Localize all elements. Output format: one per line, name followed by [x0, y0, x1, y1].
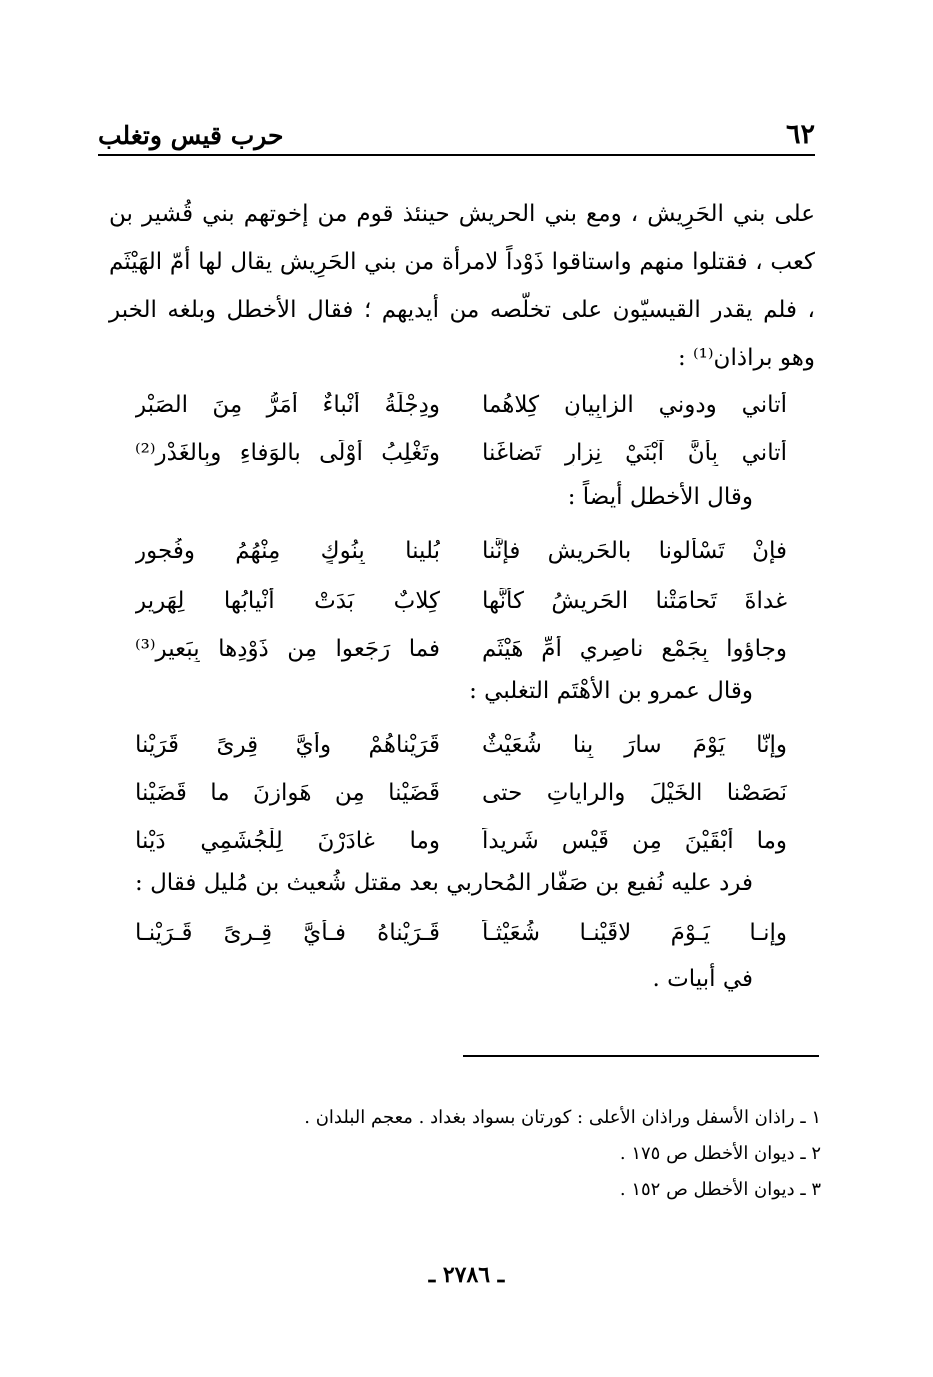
verse-first-hemistich: وإنّا يَوْمَ سارَ بِنا شُعَيْثٌ	[482, 732, 787, 758]
page-number: ٦٢	[785, 119, 815, 150]
page-header	[98, 112, 815, 156]
paragraph-intro: على بني الحَرِيش ، ومع بني الحريش حينئذ قوم من إخوتهم بني قُشير بن كعب ، فقتلوا منهم واستاقوا ذَوْداً لامرأة من بني الحَرِيش يقال لها أمّ الهَيْثَم ، فلم يقدر القيسيّون على تخلّصه من أيديهم ؛ فقال الأخطل وبلغه الخبر وهو براذان⁽¹⁾ :	[109, 201, 815, 371]
verse-first-hemistich: غداةَ تَحامَتْنا الحَريشُ كأنَّها	[482, 588, 787, 614]
verse-first-hemistich: فإنْ تَسْألونا بالحَريشِ فإنَّنا	[482, 538, 787, 564]
running-title: حرب قيس وتغلب	[98, 121, 284, 150]
verse-first-hemistich: نَصَصْنا الخَيْلَ والراياتِ حتى	[482, 780, 787, 806]
verse-first-hemistich: وجاؤوا بِجَمْعٍ ناصِري أمِّ هَيْثَمٍ	[482, 636, 787, 662]
footnote: ٣ ـ ديوان الأخطل ص ١٥٢ .	[619, 1179, 821, 1200]
verse-second-hemistich: بُلينا بِنُوكٍ مِنْهُمُ وفُجورِ	[135, 538, 440, 564]
verse-first-hemistich: وإنـا يَـوْمَ لاقَيْنـا شُعَيْثـاً	[482, 920, 787, 946]
footnote: ١ ـ راذان الأسفل وراذان الأعلى : كورتان بسواد بغداد . معجم البلدان .	[304, 1107, 821, 1128]
verse-first-hemistich: وما أبْقَيْنَ مِن قَيْسٍ شَريداً	[482, 828, 787, 854]
verse-second-hemistich: قَـرَيْناهُ فـأيَّ قِـرىً قَـرَيْنـا	[135, 920, 440, 946]
verse-line	[135, 814, 787, 868]
verse-intro: وقال عمرو بن الأهْتَم التغلبي :	[469, 678, 753, 704]
verse-second-hemistich: كِلابٌ بَدَتْ أنْيابُها لِهَريرِ	[135, 588, 440, 614]
verse-line	[135, 906, 787, 960]
verse-second-hemistich: وتَغْلِبُ أوْلَى بالوَفاءِ وبِالغَدْرِ⁽²⁾	[135, 440, 440, 466]
reply-line: فرد عليه نُفيع بن صَفّار المُحاربي بعد مقتل شُعيث بن مُليل فقال :	[135, 870, 753, 896]
verse-first-hemistich: أتاني بِأنَّ آبْنَيْ نِزارٍ تَضاغَنا	[482, 440, 787, 466]
verse-line	[135, 378, 787, 432]
verse-line	[135, 524, 787, 578]
print-page-number: ـ ٢٧٨٦ ـ	[428, 1262, 505, 1288]
footnote-divider	[463, 1055, 819, 1057]
footnotes	[171, 1100, 821, 1208]
closing-line: في أبيات .	[652, 966, 753, 992]
verse-second-hemistich: فما رَجَعوا مِن ذَوْدِها بِبَعيرِ⁽³⁾	[135, 636, 440, 662]
verse-second-hemistich: ودِجْلَةُ أنْباءٌ أمَرُّ مِنَ الصَبْرِ	[135, 392, 440, 418]
verse-second-hemistich: وما غادَرْنَ لِلْجُشَمِي دَيْنا	[135, 828, 440, 854]
verse-second-hemistich: قَضَيْنا مِن هَوازِنَ ما قَضَيْنا	[135, 780, 440, 806]
verse-line	[135, 426, 787, 480]
verse-line	[135, 574, 787, 628]
verse-first-hemistich: أتاني ودوني الزابِيانِ كِلاهُما	[482, 392, 787, 418]
verse-line	[135, 718, 787, 772]
verse-line	[135, 766, 787, 820]
verse-line	[135, 622, 787, 676]
footnote: ٢ ـ ديوان الأخطل ص ١٧٥ .	[619, 1143, 821, 1164]
verse-intro: وقال الأخطل أيضاً :	[567, 484, 753, 510]
verse-second-hemistich: قَرَيْناهُمْ وأيَّ قِرىً قَرَيْنا	[135, 732, 440, 758]
